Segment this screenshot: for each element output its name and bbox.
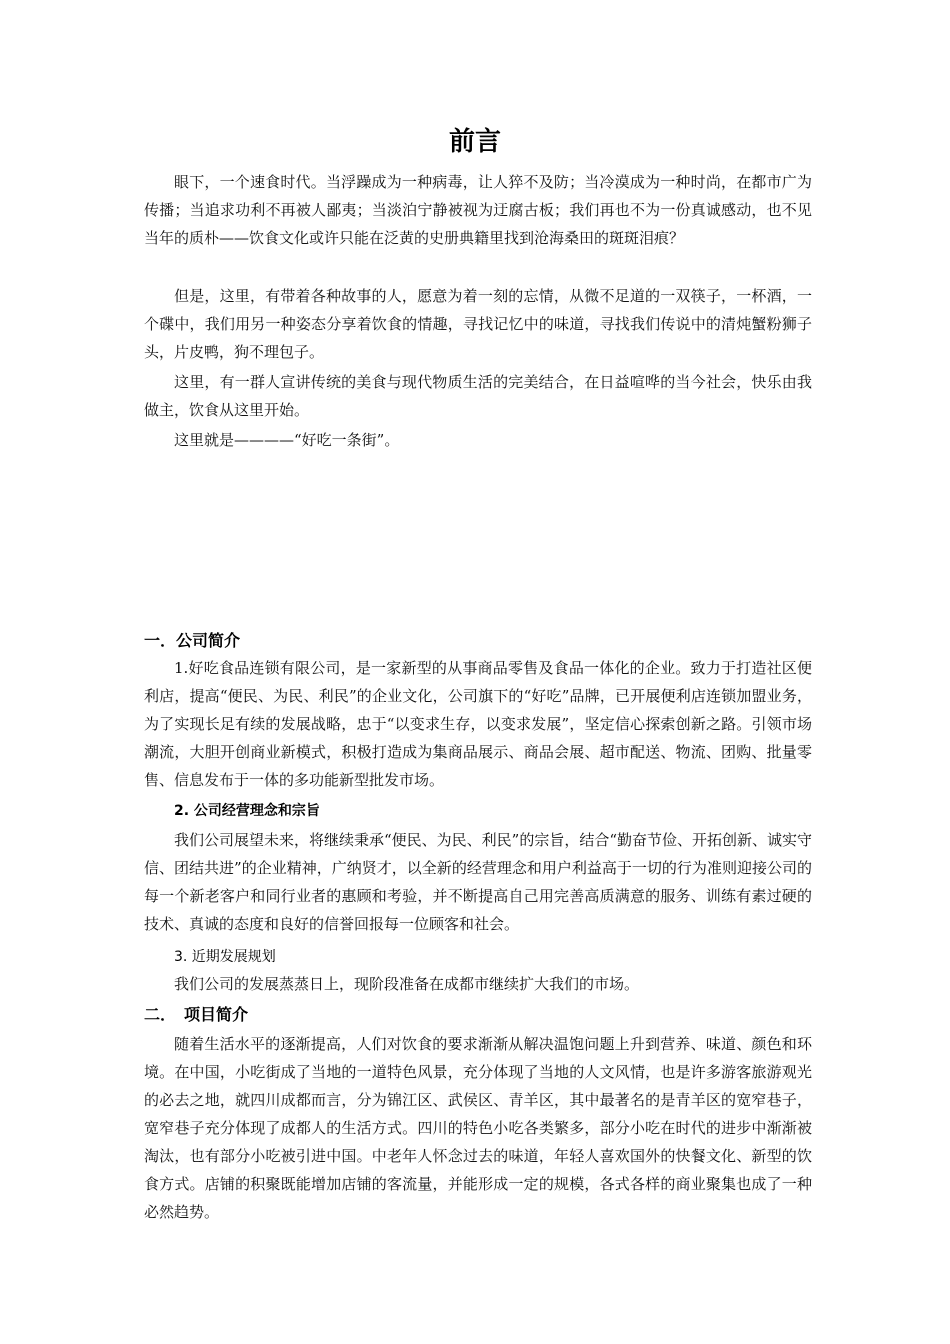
section1-sub2-text: 我们公司展望未来，将继续秉承“便民、为民、利民”的宗旨，结合“勤奋节俭、开拓创新、诚实守信、团结共进”的企业精神，广纳贤才，以全新的经营理念和用户利益高于一切的行为准则迎接公司的每一个新老客户和同行业者的惠顾和考验，并不断提高自己用完善高质满意的服务、训练有素过硬的技术、真诚的态度和良好的信誉回报每一位顾客和社会。 <box>144 831 813 933</box>
preface-paragraph-4: 这里就是————“好吃一条街”。 <box>174 431 400 449</box>
section1-sub2-heading: 2. 公司经营理念和宗旨 <box>174 803 320 819</box>
section2-heading: 二． 项目简介 <box>144 1005 249 1024</box>
preface-title: 前言 <box>448 127 501 157</box>
section1-sub3-heading: 3. 近期发展规划 <box>174 949 276 965</box>
section2-text: 随着生活水平的逐渐提高，人们对饮食的要求渐渐从解决温饱问题上升到营养、味道、颜色和环境。在中国，小吃街成了当地的一道特色风景，充分体现了当地的人文风情，也是许多游客旅游观光的必去之地，就四川成都而言，分为锦江区、武侯区、青羊区，其中最著名的是青羊区的宽窄巷子，宽窄巷子充分体现了成都人的生活方式。四川的特色小吃各类繁多，部分小吃在时代的进步中渐渐被淘汰，也有部分小吃被引进中国。中老年人怀念过去的味道，年轻人喜欢国外的快餐文化、新型的饮食方式。店铺的积聚既能增加店铺的客流量，并能形成一定的规模，各式各样的商业聚集也成了一种必然趋势。 <box>144 1035 812 1221</box>
preface-paragraph-3: 这里，有一群人宣讲传统的美食与现代物质生活的完美结合，在日益喧哗的当今社会，快乐由我做主，饮食从这里开始。 <box>144 373 812 419</box>
section1-heading: 一．公司简介 <box>144 631 241 650</box>
section1-intro: 1.好吃食品连锁有限公司，是一家新型的从事商品零售及食品一体化的企业。致力于打造社区便利店，提高“便民、为民、利民”的企业文化，公司旗下的“好吃”品牌，已开展便利店连锁加盟业务，为了实现长足有续的发展战略，忠于“以变求生存，以变求发展”，坚定信心探索创新之路。引领市场潮流，大胆开创商业新模式，积极打造成为集商品展示、商品会展、超市配送、物流、团购、批量零售、信息发布于一体的多功能新型批发市场。 <box>144 659 812 789</box>
preface-paragraph-1: 眼下，一个速食时代。当浮躁成为一种病毒，让人猝不及防；当冷漠成为一种时尚，在都市广为传播；当追求功利不再被人鄙夷；当淡泊宁静被视为迂腐古板；我们再也不为一份真诚感动，也不见当年的质朴——饮食文化或许只能在泛黄的史册典籍里找到沧海桑田的斑斑泪痕？ <box>144 173 812 247</box>
section1-sub3-text: 我们公司的发展蒸蒸日上，现阶段准备在成都市继续扩大我们的市场。 <box>174 975 640 993</box>
preface-paragraph-2: 但是，这里，有带着各种故事的人，愿意为着一刻的忘情，从微不足道的一双筷子，一杯酒，一个碟中，我们用另一种姿态分享着饮食的情趣，寻找记忆中的味道，寻找我们传说中的清炖蟹粉狮子头，片皮鸭，狗不理包子。 <box>144 287 812 361</box>
